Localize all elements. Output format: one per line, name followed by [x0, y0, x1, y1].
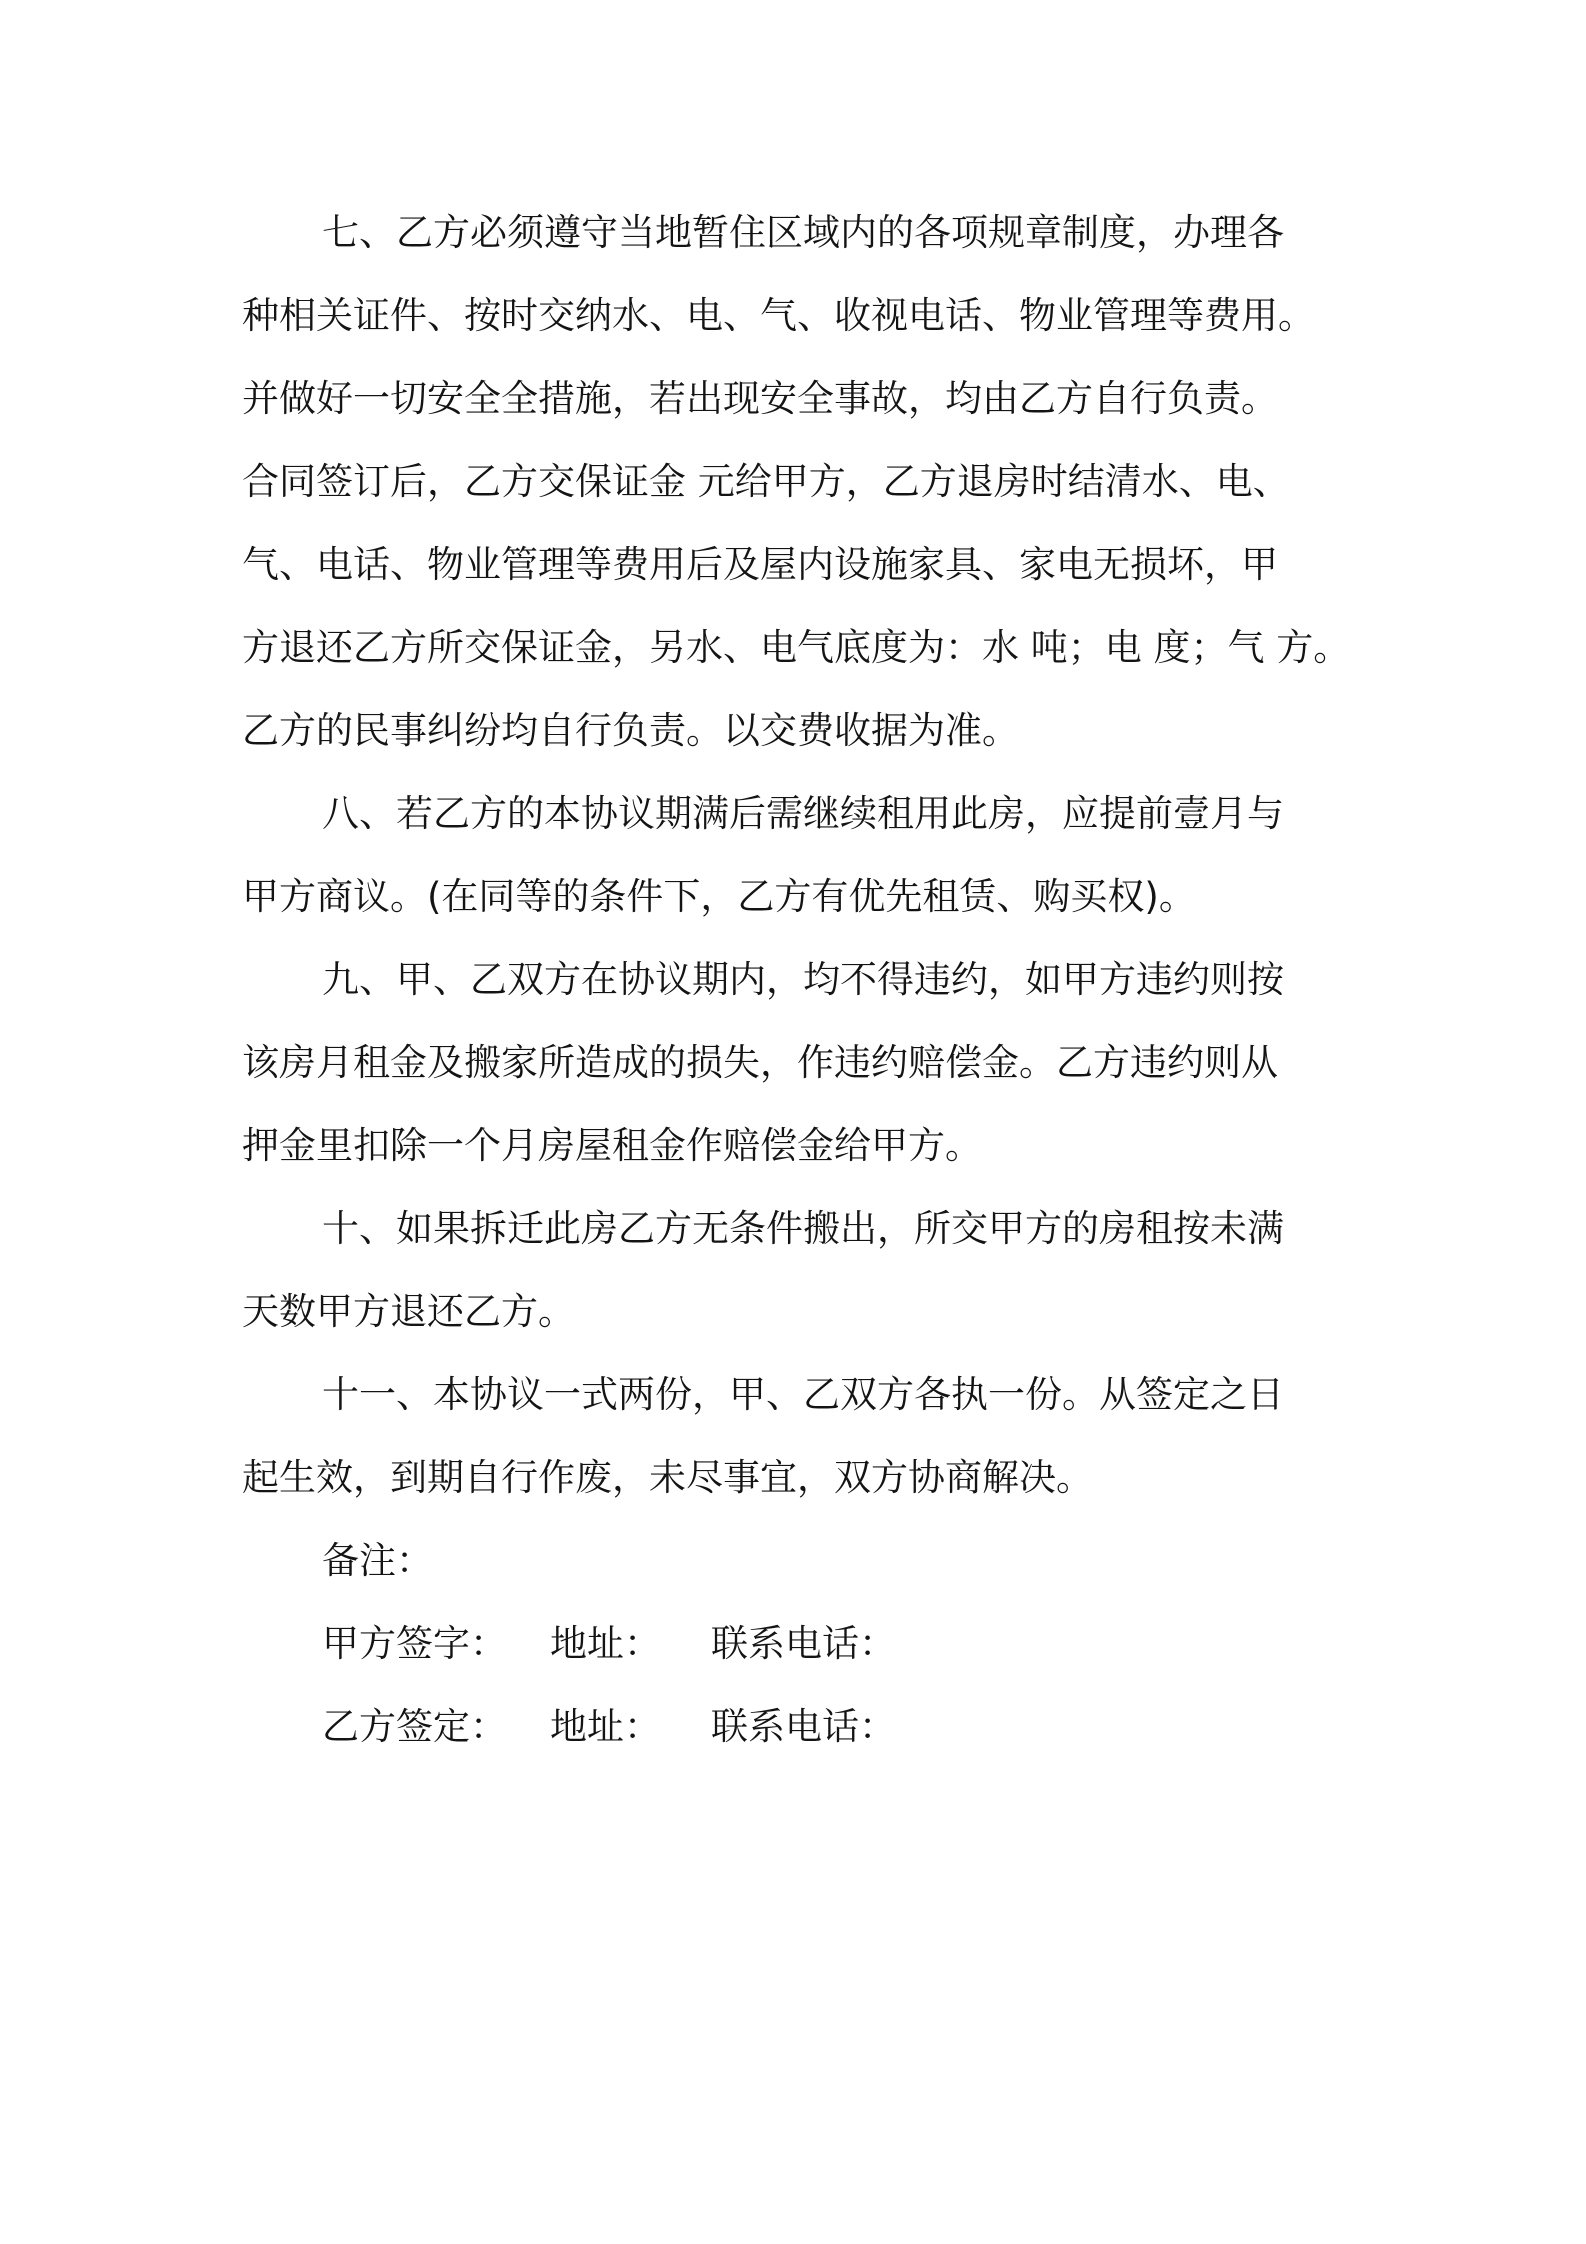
clause-7-line-5: 气、电话、物业管理等费用后及屋内设施家具、家电无损坏，甲 — [242, 543, 1278, 586]
party-a-address-label: 地址： — [550, 1622, 661, 1665]
clause-7-line-6: 方退还乙方所交保证金，另水、电气底度为：水 吨；电 度；气 方。 — [242, 626, 1351, 669]
clause-8-line-1: 八、若乙方的本协议期满后需继续租用此房，应提前壹月与 — [322, 792, 1284, 835]
clause-11-line-2: 起生效，到期自行作废，未尽事宜，双方协商解决。 — [242, 1456, 1093, 1499]
contract-body — [242, 191, 1362, 1768]
clause-10-line-2: 天数甲方退还乙方。 — [242, 1290, 575, 1333]
clause-8-line-2: 甲方商议。(在同等的条件下，乙方有优先租赁、购买权)。 — [242, 875, 1196, 918]
clause-7-line-4: 合同签订后，乙方交保证金 元给甲方，乙方退房时结清水、电、 — [242, 460, 1290, 503]
clause-7-line-3: 并做好一切安全全措施，若出现安全事故，均由乙方自行负责。 — [242, 377, 1278, 420]
clause-7-line-1: 七、乙方必须遵守当地暂住区域内的各项规章制度，办理各 — [322, 211, 1284, 254]
remark-label: 备注： — [322, 1539, 433, 1582]
party-a-signature-line — [242, 1602, 1362, 1685]
clause-11-line-1: 十一、本协议一式两份，甲、乙双方各执一份。从签定之日 — [322, 1373, 1284, 1416]
party-b-signature-line — [242, 1685, 1362, 1768]
clause-9-line-3: 押金里扣除一个月房屋租金作赔偿金给甲方。 — [242, 1124, 982, 1167]
clause-10-line-1: 十、如果拆迁此房乙方无条件搬出，所交甲方的房租按未满 — [322, 1207, 1284, 1250]
party-a-phone-label: 联系电话： — [711, 1622, 896, 1665]
party-b-sign-label: 乙方签定： — [322, 1705, 507, 1748]
clause-9-line-1: 九、甲、乙双方在协议期内，均不得违约，如甲方违约则按 — [322, 958, 1284, 1001]
party-b-phone-label: 联系电话： — [711, 1705, 896, 1748]
clause-9-line-2: 该房月租金及搬家所造成的损失，作违约赔偿金。乙方违约则从 — [242, 1041, 1278, 1084]
party-a-sign-label: 甲方签字： — [322, 1622, 507, 1665]
clause-7-line-2: 种相关证件、按时交纳水、电、气、收视电话、物业管理等费用。 — [242, 294, 1315, 337]
clause-7-line-7: 乙方的民事纠纷均自行负责。以交费收据为准。 — [242, 709, 1019, 752]
party-b-address-label: 地址： — [550, 1705, 661, 1748]
